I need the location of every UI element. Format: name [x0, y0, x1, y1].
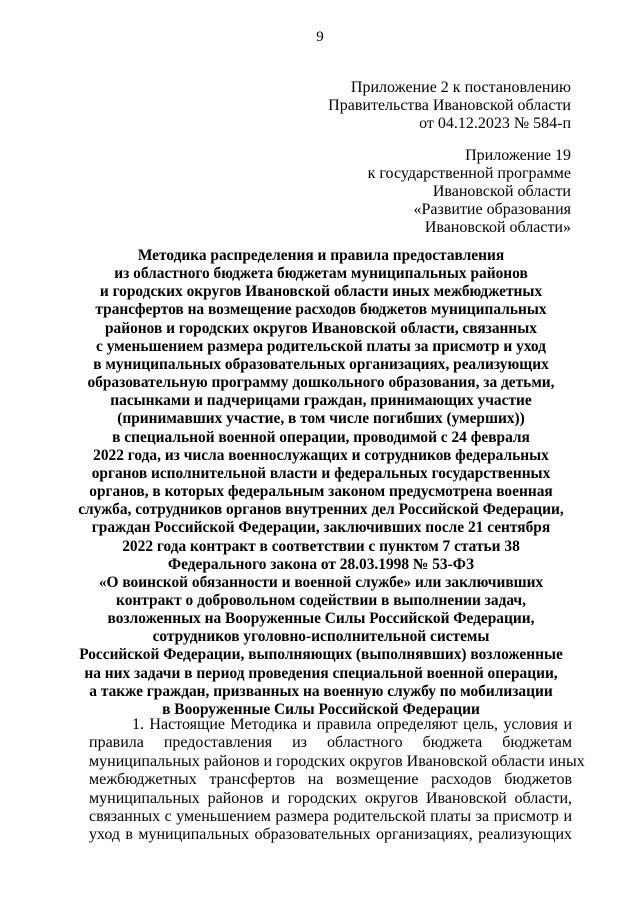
paragraph-line: 1. Настоящие Методика и правила определяют цель, условия и — [132, 716, 572, 733]
paragraph-line: муниципальных районов и городских округов Ивановской области иных — [89, 752, 585, 770]
title-line: служба, сотрудников органов внутренних дел Российской Федерации, — [78, 501, 564, 519]
title-line: пасынками и падчерицами граждан, принимающих участие — [110, 392, 532, 410]
paragraph-line: межбюджетных трансфертов на возмещение расходов бюджетов — [89, 771, 572, 789]
title-line: контракт о добровольном содействии в выполнении задач, — [116, 591, 526, 609]
paragraph-1 — [89, 716, 585, 845]
appendix-line: «Развитие образования — [413, 201, 571, 218]
title-line: в Вооруженные Силы Российской Федерации — [162, 700, 480, 718]
paragraph-line: связанных с уменьшением размера родительской платы за присмотр и — [89, 808, 572, 826]
appendix-line: Ивановской области» — [424, 219, 571, 236]
title-line: (принимавших участие, в том числе погибших (умерших)) — [117, 410, 525, 428]
paragraph-line: муниципальных районов и городских округов Ивановской области, — [89, 789, 572, 807]
paragraph-line: уход в муниципальных образовательных организациях, реализующих — [89, 826, 572, 844]
title-line: Российской Федерации, выполняющих (выполнявших) возложенные — [79, 646, 563, 664]
title-line: а также граждан, призванных на военную службу по мобилизации — [89, 682, 553, 700]
title-line: трансфертов на возмещение расходов бюджетов муниципальных — [95, 301, 547, 319]
appendix-header-resolution — [151, 79, 571, 133]
title-line: сотрудников уголовно-исполнительной системы — [152, 628, 490, 646]
page-number: 9 — [316, 29, 324, 45]
appendix-line: Приложение 19 — [465, 147, 571, 164]
document-title — [70, 247, 572, 719]
title-line: 2022 года, из числа военнослужащих и сотрудников федеральных — [93, 446, 549, 464]
appendix-line: Приложение 2 к постановлению — [350, 79, 571, 96]
title-line: органов, в которых федеральным законом предусмотрена военная — [89, 483, 553, 501]
title-line: Федерального закона от 28.03.1998 № 53-ФЗ — [167, 555, 475, 573]
title-line: в муниципальных образовательных организациях, реализующих — [93, 355, 549, 373]
title-line: граждан Российской Федерации, заключивших после 21 сентября — [91, 519, 551, 537]
title-line: возложенных на Вооруженные Силы Российской Федерации, — [107, 610, 535, 628]
title-line: 2022 года контракт в соответствии с пунктом 7 статьи 38 — [122, 537, 520, 555]
title-line: с уменьшением размера родительской платы за присмотр и уход — [96, 337, 546, 355]
title-line: в специальной военной операции, проводимой с 24 февраля — [112, 428, 530, 446]
title-line: Методика распределения и правила предоставления — [137, 247, 505, 264]
appendix-line: от 04.12.2023 № 584-п — [419, 115, 571, 132]
paragraph-line: правила предоставления из областного бюджета бюджетам — [89, 734, 572, 752]
appendix-line: к государственной программе — [367, 165, 571, 182]
title-line: органов исполнительной власти и федеральных государственных — [91, 464, 551, 482]
title-line: районов и городских округов Ивановской области, связанных — [104, 319, 538, 337]
title-line: и городских округов Ивановской области иных межбюджетных — [99, 283, 543, 301]
title-line: образовательную программу дошкольного образования, за детьми, — [87, 374, 555, 392]
appendix-line: Правительства Ивановской области — [328, 97, 571, 114]
appendix-line: Ивановской области — [432, 183, 571, 200]
title-line: «О воинской обязанности и военной службе» или заключивших — [98, 573, 544, 591]
title-line: из областного бюджета бюджетам муниципальных районов — [114, 265, 528, 283]
appendix-header-program — [151, 147, 571, 237]
title-line: на них задачи в период проведения специальной военной операции, — [84, 664, 558, 682]
